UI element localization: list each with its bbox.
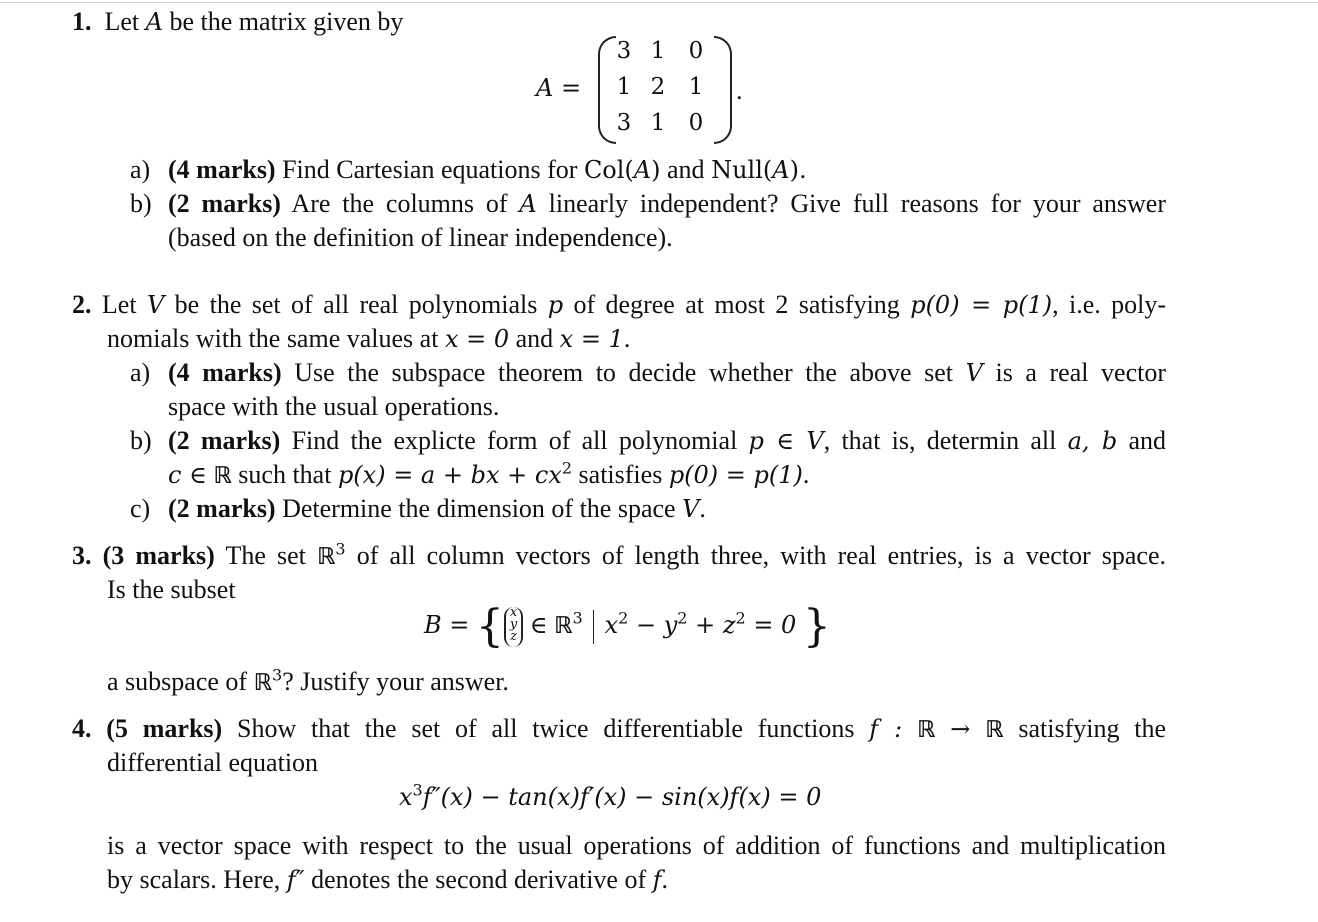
q3-set-B: B = { x y z ∈ ℝ$^3$ $x^2 - y^2 + z^2 = 0$ } bbox=[424, 601, 831, 653]
q2b-text-line2: c ∈ ℝ such that p(x) = a + bx + $cx^2$ satisfies p(0) = p(1). bbox=[168, 458, 810, 489]
matrix-cell: 0 bbox=[688, 110, 704, 136]
q4-line5: by scalars. Here, f″ denotes the second derivative of f. bbox=[107, 865, 669, 894]
q1a-text: (4 marks) Find Cartesian equations for Col(A) and Null(A). bbox=[168, 155, 807, 184]
q2a-label: a) bbox=[130, 358, 151, 387]
q1-number: 1. bbox=[72, 7, 92, 36]
q2b-text: (2 marks) Find the explicte form of all polynomial p ∈ V, that is, determin all a, b and bbox=[168, 426, 1167, 455]
q1-intro: 1. Let A be the matrix given by bbox=[72, 7, 404, 36]
q1b-label: b) bbox=[130, 189, 152, 218]
matrix-cell: 3 bbox=[616, 110, 632, 136]
page-top-rule bbox=[0, 2, 1318, 3]
q1b-text: (2 marks) Are the columns of A linearly independent? Give full reasons for your answer bbox=[168, 189, 1166, 218]
matrix-cell: 2 bbox=[650, 74, 666, 100]
q2b-label: b) bbox=[130, 426, 152, 455]
q4-equation: $x^3f''(x) - \tan(x)f'(x) - \sin(x)f(x) = 0$ bbox=[399, 780, 822, 811]
matrix-cell: 1 bbox=[650, 38, 666, 64]
q1a-label: a) bbox=[130, 155, 151, 184]
q1-matrix-label: A = bbox=[536, 74, 582, 102]
q3-column-vector: x y z bbox=[504, 607, 523, 647]
q1-matrix-period: . bbox=[736, 76, 743, 105]
matrix-cell: 0 bbox=[688, 38, 704, 64]
q3-line2: Is the subset bbox=[107, 575, 236, 604]
q3-line4: a subspace of ℝ$^3$? Justify your answer. bbox=[107, 665, 509, 696]
matrix-cell: 1 bbox=[616, 74, 632, 100]
matrix-cell: 1 bbox=[688, 74, 704, 100]
right-paren bbox=[714, 36, 732, 144]
q4-line4: is a vector space with respect to the usual operations of addition of functions and multiplication bbox=[107, 831, 1166, 860]
q4-number: 4. bbox=[72, 714, 92, 743]
q2-number: 2. bbox=[72, 290, 92, 319]
q2-intro: 2. Let V be the set of all real polynomials p of degree at most 2 satisfying p(0) = p(1), i.e. poly- bbox=[72, 290, 1166, 319]
q2-intro-line2: nomials with the same values at x = 0 and x = 1. bbox=[107, 324, 631, 353]
q4-intro: 4. (5 marks) Show that the set of all twice differentiable functions f : ℝ → ℝ satisfying the bbox=[72, 714, 1167, 743]
matrix-cell: 1 bbox=[650, 110, 666, 136]
q3-intro: 3. (3 marks) The set ℝ$^3$ of all column vectors of length three, with real entries, is a vector space. bbox=[72, 539, 1167, 570]
matrix-cell: 3 bbox=[616, 38, 632, 64]
q4-line2: differential equation bbox=[107, 748, 319, 777]
q2c-text: (2 marks) Determine the dimension of the space V. bbox=[168, 494, 706, 523]
q2a-text-line2: space with the usual operations. bbox=[168, 392, 500, 421]
q1-matrix bbox=[598, 36, 732, 140]
q1b-text-line2: (based on the definition of linear independence). bbox=[168, 223, 673, 252]
q3-number: 3. bbox=[72, 541, 92, 570]
q2c-label: c) bbox=[130, 494, 151, 523]
q2a-text: (4 marks) Use the subspace theorem to decide whether the above set V is a real vector bbox=[168, 358, 1167, 387]
